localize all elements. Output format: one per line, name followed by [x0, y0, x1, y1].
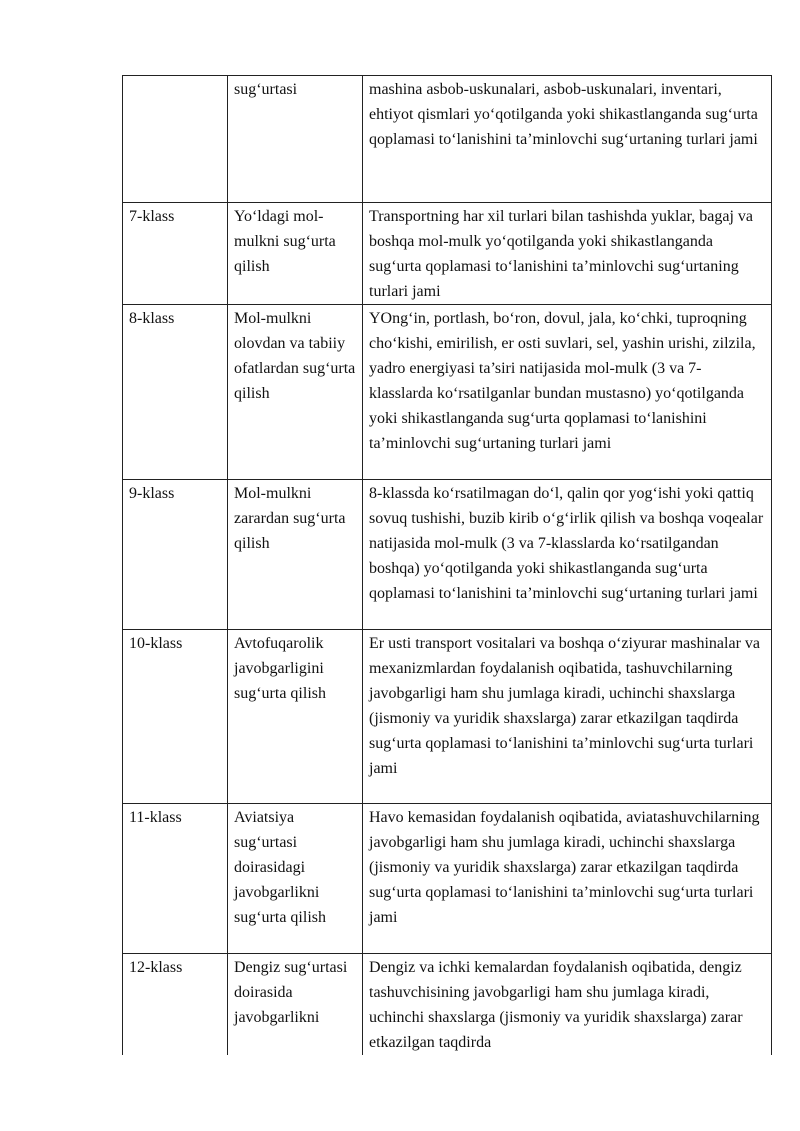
insurance-name-cell: Dengiz sug‘urtasi doirasida javobgarlikni: [228, 954, 363, 1056]
description-cell: Havo kemasidan foydalanish oqibatida, aviatashuvchilarning javobgarligi ham shu jumlaga kiradi, uchinchi shaxslarga (jismoniy va yuridik shaxslarga) zarar etkazilgan taqdirda sug‘urta qoplamasi to‘lanishini ta’minlovchi sug‘urta turlari jami: [363, 804, 772, 954]
klass-cell: 8-klass: [123, 305, 228, 480]
table-row: [123, 305, 772, 480]
table-row: [123, 76, 772, 203]
description-cell: Er usti transport vositalari va boshqa o‘ziyurar mashinalar va mexanizmlardan foydalanish oqibatida, tashuvchilarning javobgarligi ham shu jumlaga kiradi, uchinchi shaxslarga (jismoniy va yuridik shaxslarga) zarar etkazilgan taqdirda sug‘urta qoplamasi to‘lanishini ta’minlovchi sug‘urta turlari jami: [363, 630, 772, 804]
description-cell: YOng‘in, portlash, bo‘ron, dovul, jala, ko‘chki, tuproqning cho‘kishi, emirilish, er osti suvlari, sel, yashin urishi, zilzila, yadro energiyasi ta’siri natijasida mol-mulk (3 va 7- klasslarda ko‘rsatilganlar bundan mustasno) yo‘qotilganda yoki shikastlanganda sug‘urta qoplamasi to‘lanishini ta’minlovchi sug‘urtaning turlari jami: [363, 305, 772, 480]
klass-cell: 12-klass: [123, 954, 228, 1056]
description-cell: Transportning har xil turlari bilan tashishda yuklar, bagaj va boshqa mol-mulk yo‘qotilganda yoki shikastlanganda sug‘urta qoplamasi to‘lanishini ta’minlovchi sug‘urtaning turlari jami: [363, 203, 772, 305]
table-row: [123, 480, 772, 630]
insurance-name-cell: Avtofuqarolik javobgarligini sug‘urta qilish: [228, 630, 363, 804]
table-row: [123, 804, 772, 954]
klass-cell: 7-klass: [123, 203, 228, 305]
klass-cell: 11-klass: [123, 804, 228, 954]
table-row: [123, 954, 772, 1056]
description-cell: mashina asbob-uskunalari, asbob-uskunalari, inventari, ehtiyot qismlari yo‘qotilganda yoki shikastlanganda sug‘urta qoplamasi to‘lanishini ta’minlovchi sug‘urtaning turlari jami: [363, 76, 772, 203]
table-row: [123, 630, 772, 804]
klass-cell: 9-klass: [123, 480, 228, 630]
insurance-name-cell: sug‘urtasi: [228, 76, 363, 203]
description-cell: Dengiz va ichki kemalardan foydalanish oqibatida, dengiz tashuvchisining javobgarligi ham shu jumlaga kiradi, uchinchi shaxslarga (jismoniy va yuridik shaxslarga) zarar etkazilgan taqdirda: [363, 954, 772, 1056]
insurance-name-cell: Yo‘ldagi mol-mulkni sug‘urta qilish: [228, 203, 363, 305]
insurance-name-cell: Mol-mulkni olovdan va tabiiy ofatlardan sug‘urta qilish: [228, 305, 363, 480]
table-row: [123, 203, 772, 305]
description-cell: 8-klassda ko‘rsatilmagan do‘l, qalin qor yog‘ishi yoki qattiq sovuq tushishi, buzib kirib o‘g‘irlik qilish va boshqa voqealar natijasida mol-mulk (3 va 7-klasslarda ko‘rsatilgandan boshqa) yo‘qotilganda yoki shikastlanganda sug‘urta qoplamasi to‘lanishini ta’minlovchi sug‘urtaning turlari jami: [363, 480, 772, 630]
insurance-classes-table: [122, 75, 772, 1055]
insurance-name-cell: Aviatsiya sug‘urtasi doirasidagi javobgarlikni sug‘urta qilish: [228, 804, 363, 954]
insurance-name-cell: Mol-mulkni zarardan sug‘urta qilish: [228, 480, 363, 630]
klass-cell: [123, 76, 228, 203]
klass-cell: 10-klass: [123, 630, 228, 804]
